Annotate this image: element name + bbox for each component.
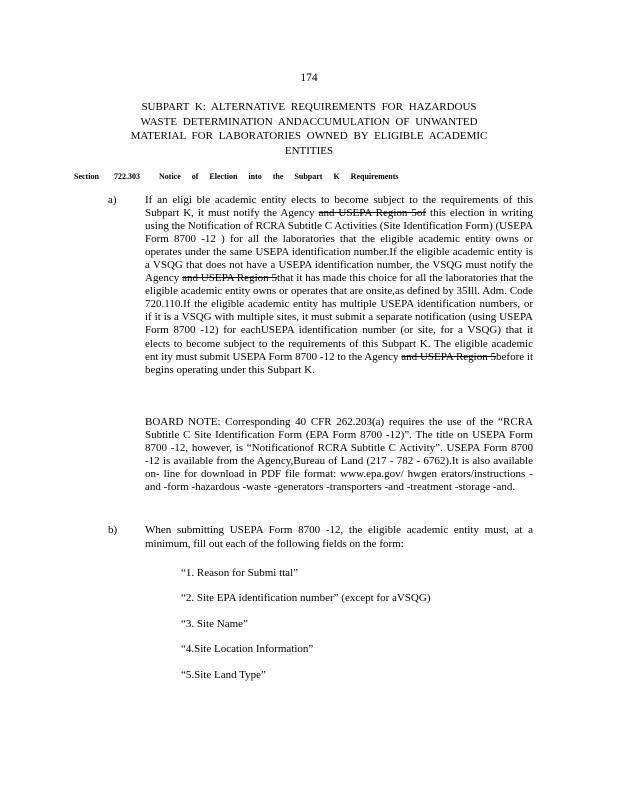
title-line: MATERIAL FOR LABORATORIES OWNED BY ELIGIBLE ACADEMIC [130, 130, 488, 142]
text-segment: that it has made this choice for all the laboratories that the eligible academic entity owns or operates that are onsite,as defined by 35Ill. Adm. Code 720.110.If the eligible academic entity has multiple USEPA identification numbers, or if it is a VSQG with multiple sites, it must submit a separate notification (using USEPA Form 8700 -12) for eachUSEPA identification number (or site, for a VSQG) that it elects to become subject to the requirements of this Subpart K. The eligible academic ent ity must submit USEPA Form 8700 -12 to the Agency [145, 272, 533, 363]
section-label: Section [74, 172, 99, 181]
section-number: 722.303 [114, 172, 140, 181]
text-segment: this election in writing using the Notification of RCRA Subtitle C Activities (Site Identification Form) (USEPA Form 8700 -12 ) for all the laboratories that the eligible academic entity owns or operates under the same USEPA identification number.If the eligible academic entity is a VSQG that does not have a USEPA identification number, the VSQG must notify the Agency [145, 207, 534, 285]
board-note: BOARD NOTE: Corresponding 40 CFR 262.203(a) requires the use of the “RCRA Subtitle C Site Identification Form (EPA Form 8700 -12)”. The title on USEPA Form 8700 -12, however, is “Notificationof RCRA Subtitle C Activity”. USEPA Form 8700 -12 is available from the Agency,Bureau of Land (217 - 782 - 6762).It is also available on- line for download in PDF file format: www.epa.gov/ hwgen erators/instructions -and -form -hazardous -waste -generators -transporters -and -treatment -storage -and. [145, 416, 533, 494]
form-field-item: “1. Reason for Submi ttal” [181, 567, 299, 579]
page-number: 174 [300, 72, 318, 84]
struck-text: and USEPA Region 5 [182, 272, 277, 285]
text-segment: If an eligi ble academic entity elects to become subject to the requirements of this Subpart K, it must notify the Agency [145, 194, 533, 220]
title-line: ENTITIES [284, 144, 334, 157]
struck-text: and USEPA Region 5 [401, 350, 497, 363]
paragraph-b-text: When submitting USEPA Form 8700 -12, the eligible academic entity must, at a minimum, fill out each of the following fields on the form: [145, 524, 533, 550]
section-title: Notice of Election into the Subpart K Requirements [159, 172, 399, 181]
title-line: SUBPART K: ALTERNATIVE REQUIREMENTS FOR HAZARDOUS [141, 101, 477, 113]
struck-text: and USEPA Region 5of [318, 207, 427, 220]
title-line: WASTE DETERMINATION ANDACCUMULATION OF UNWANTED [140, 115, 478, 128]
form-field-item: “5.Site Land Type” [181, 669, 266, 681]
form-field-item: “4.Site Location Information” [181, 643, 314, 655]
paragraph-a-label: a) [108, 194, 117, 206]
subpart-title [100, 100, 518, 158]
form-field-item: “2. Site EPA identification number” (except for aVSQG) [181, 592, 431, 604]
paragraph-b-label: b) [108, 524, 118, 536]
paragraph-a-text [145, 194, 533, 377]
text-segment: before it begins operating under this Subpart K. [145, 350, 534, 376]
form-field-item: “3. Site Name” [181, 618, 248, 630]
